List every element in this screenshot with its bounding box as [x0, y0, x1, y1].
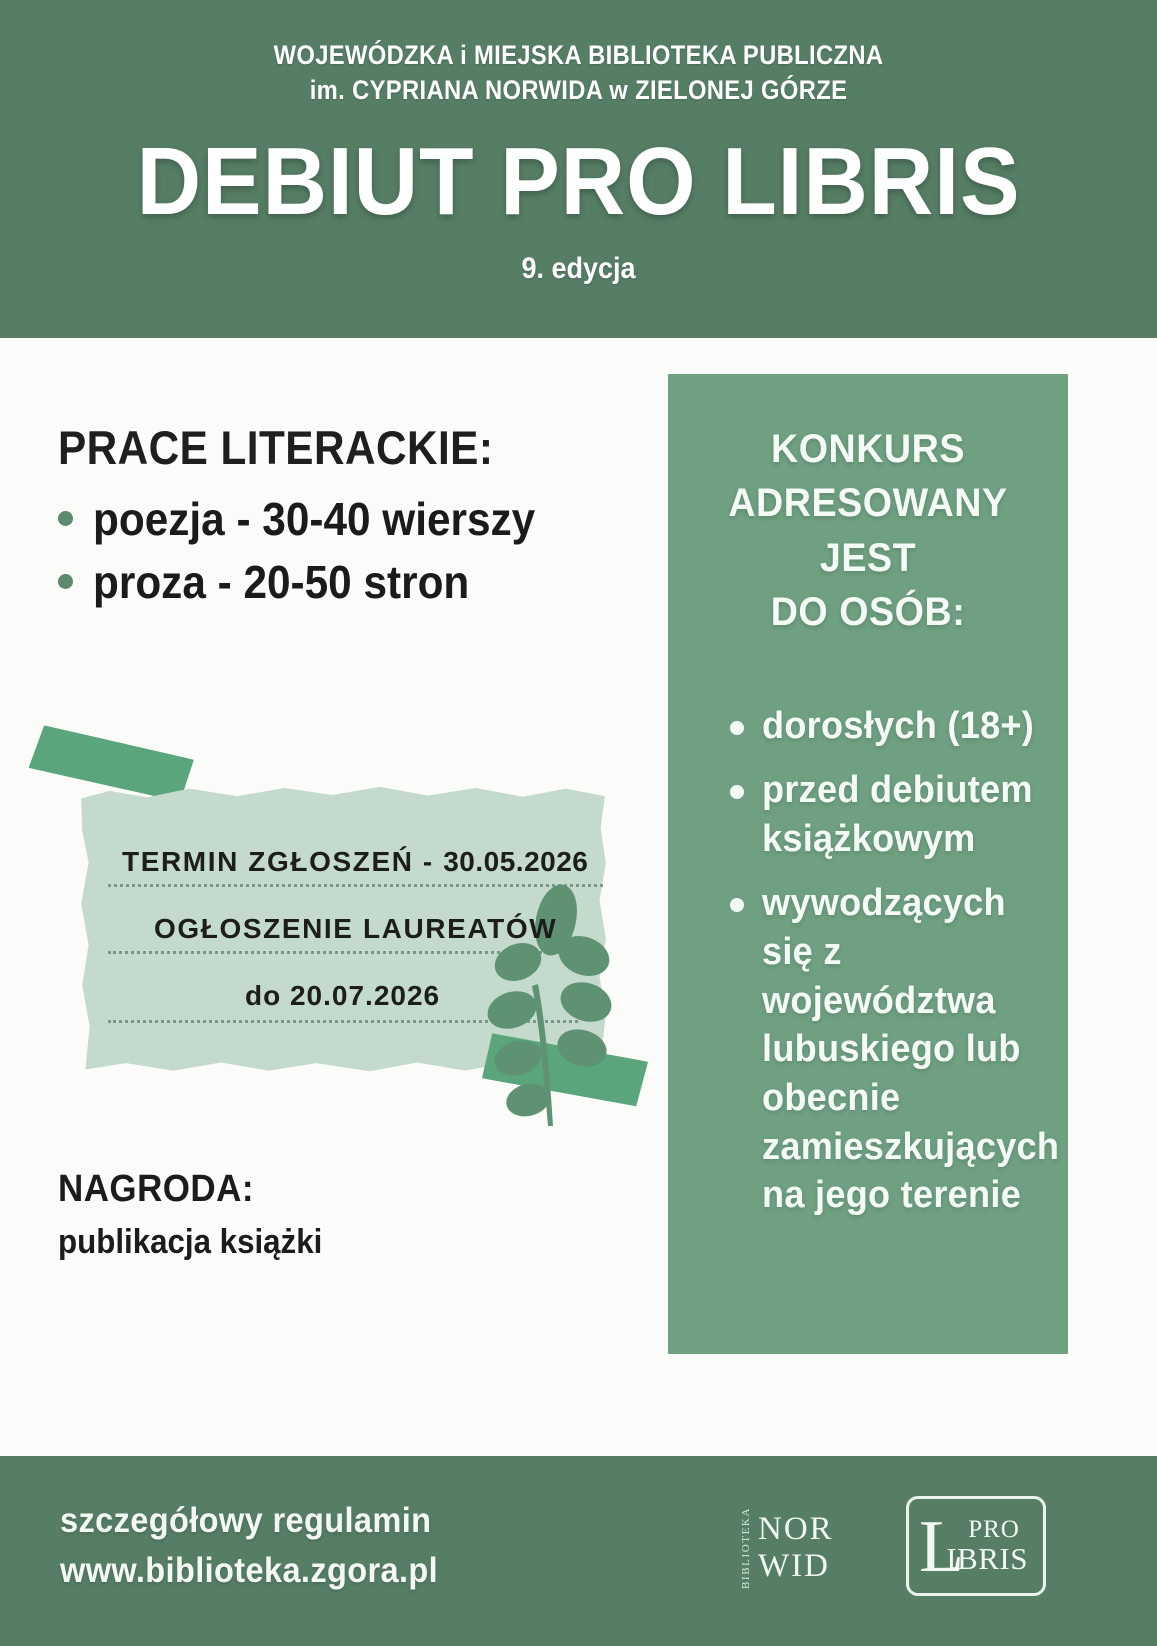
- list-item: [730, 702, 1050, 751]
- audience-heading: [697, 422, 1039, 640]
- bullet-dot-icon: [730, 721, 744, 735]
- norwid-logo-line-1: NOR: [758, 1511, 834, 1548]
- results-announcement-date: do 20.07.2026: [245, 980, 441, 1011]
- works-item-label: poezja - 30-40 wierszy: [93, 493, 536, 545]
- audience-item-label: dorosłych (18+): [762, 704, 1035, 747]
- submission-deadline-line: [122, 846, 588, 878]
- edition-label: 9. edycja: [521, 252, 636, 286]
- pro-libris-logo: [906, 1496, 1046, 1596]
- footer-info: [60, 1496, 438, 1595]
- norwid-logo-vertical-label: BIBLIOTEKA: [740, 1507, 752, 1589]
- results-announcement-label: OGŁOSZENIE LAUREATÓW: [154, 913, 558, 944]
- poster-header: [0, 0, 1157, 338]
- audience-heading-line-3: DO OSÓB:: [770, 590, 966, 635]
- website-link[interactable]: www.biblioteka.zgora.pl: [60, 1550, 439, 1590]
- norwid-logo-line-2: WID: [758, 1548, 830, 1584]
- audience-list: [686, 702, 1060, 1220]
- poster-footer: [0, 1456, 1157, 1646]
- list-item: [58, 551, 574, 614]
- bullet-dot-icon: [730, 785, 744, 799]
- pro-libris-logo-words: [946, 1515, 1028, 1576]
- list-item: [730, 766, 1050, 863]
- audience-panel: [668, 374, 1068, 1354]
- rules-text: szczegółowy regulamin: [60, 1501, 432, 1540]
- poster-body: [0, 338, 1157, 1456]
- audience-heading-line-2: ADRESOWANY JEST: [728, 481, 1008, 580]
- list-item: [730, 879, 1060, 1219]
- norwid-library-logo: [740, 1494, 870, 1602]
- poster-title: DEBIUT PRO LIBRIS: [136, 128, 1021, 236]
- works-heading: PRACE LITERACKIE:: [58, 421, 494, 474]
- submission-deadline-label: TERMIN ZGŁOSZEŃ -: [122, 846, 444, 877]
- audience-item-label: przed debiutem książkowym: [762, 769, 1033, 860]
- prize-heading: NAGRODA:: [58, 1168, 254, 1210]
- left-column: [0, 338, 660, 1456]
- norwid-logo-words: [758, 1511, 834, 1585]
- bullet-dot-icon: [58, 511, 73, 526]
- pro-libris-logo-top: PRO: [968, 1515, 1020, 1543]
- bullet-dot-icon: [730, 898, 744, 912]
- literary-works-list: [58, 488, 574, 615]
- pro-libris-logo-letter: L: [919, 1506, 965, 1589]
- organizer-line-2: im. CYPRIANA NORWIDA w ZIELONEJ GÓRZE: [309, 75, 848, 106]
- pro-libris-logo-bottom: IBRIS: [946, 1540, 1028, 1576]
- submission-deadline-date: 30.05.2026: [443, 846, 589, 877]
- audience-heading-line-1: KONKURS: [770, 427, 966, 471]
- dates-note-card: [30, 728, 650, 1148]
- list-item: [58, 488, 574, 551]
- bullet-dot-icon: [58, 574, 73, 589]
- prize-value: publikacja książki: [58, 1223, 323, 1261]
- audience-item-label: wywodzących się z województwa lubuskiego lub obecnie zamieszkujących na jego terenie: [762, 882, 1060, 1217]
- organizer-line-1: WOJEWÓDZKA i MIEJSKA BIBLIOTEKA PUBLICZNA: [273, 40, 884, 70]
- works-item-label: proza - 20-50 stron: [93, 556, 470, 609]
